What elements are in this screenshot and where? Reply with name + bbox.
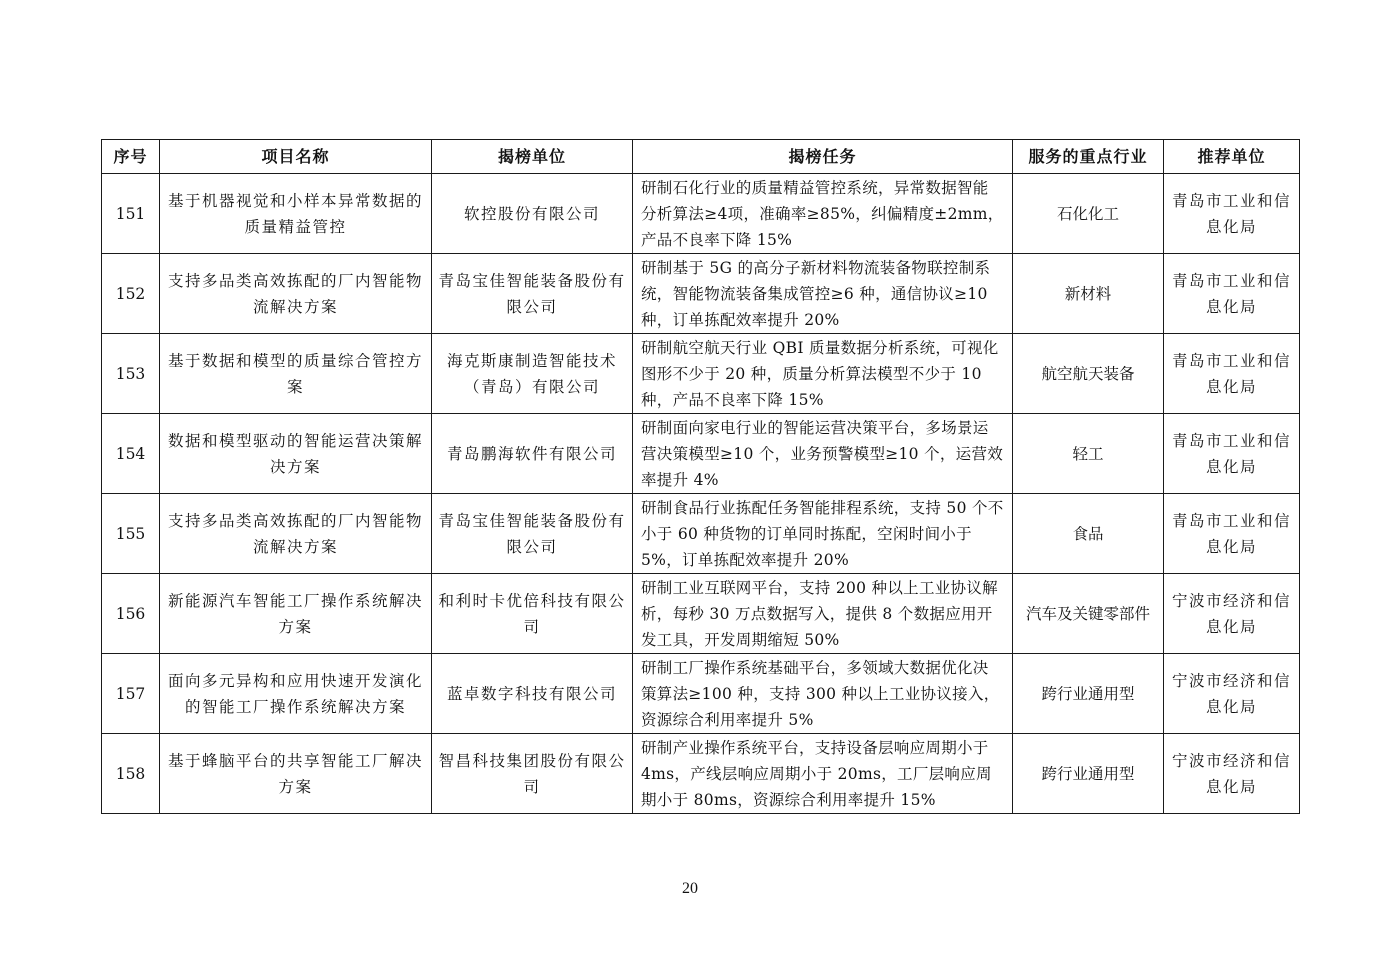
table-row: [102, 494, 1300, 574]
cell-task: 研制工业互联网平台，支持 200 种以上工业协议解析，每秒 30 万点数据写入，提供 8 个数据应用开发工具，开发周期缩短 50%: [633, 574, 1013, 654]
cell-industry: 轻工: [1013, 414, 1164, 494]
cell-task: 研制基于 5G 的高分子新材料物流装备物联控制系统，智能物流装备集成管控≥6 种，通信协议≥10 种，订单拣配效率提升 20%: [633, 254, 1013, 334]
cell-no: 153: [102, 334, 160, 414]
cell-task: 研制食品行业拣配任务智能排程系统，支持 50 个不小于 60 种货物的订单同时拣配，空闲时间小于 5%，订单拣配效率提升 20%: [633, 494, 1013, 574]
cell-name: 基于蜂脑平台的共享智能工厂解决方案: [160, 734, 432, 814]
cell-recommender: 青岛市工业和信息化局: [1164, 174, 1300, 254]
header-no: 序号: [102, 140, 160, 174]
cell-recommender: 宁波市经济和信息化局: [1164, 574, 1300, 654]
cell-name: 基于数据和模型的质量综合管控方案: [160, 334, 432, 414]
table-row: [102, 334, 1300, 414]
cell-no: 154: [102, 414, 160, 494]
cell-task: 研制面向家电行业的智能运营决策平台，多场景运营决策模型≥10 个，业务预警模型≥10 个，运营效率提升 4%: [633, 414, 1013, 494]
cell-industry: 跨行业通用型: [1013, 654, 1164, 734]
cell-org: 青岛宝佳智能装备股份有限公司: [432, 494, 633, 574]
cell-name: 支持多品类高效拣配的厂内智能物流解决方案: [160, 494, 432, 574]
cell-industry: 食品: [1013, 494, 1164, 574]
header-recommender: 推荐单位: [1164, 140, 1300, 174]
cell-recommender: 青岛市工业和信息化局: [1164, 494, 1300, 574]
cell-no: 156: [102, 574, 160, 654]
cell-industry: 跨行业通用型: [1013, 734, 1164, 814]
cell-no: 151: [102, 174, 160, 254]
cell-no: 152: [102, 254, 160, 334]
cell-org: 蓝卓数字科技有限公司: [432, 654, 633, 734]
cell-industry: 石化化工: [1013, 174, 1164, 254]
cell-no: 155: [102, 494, 160, 574]
cell-industry: 航空航天装备: [1013, 334, 1164, 414]
cell-industry: 新材料: [1013, 254, 1164, 334]
table-row: [102, 254, 1300, 334]
header-name: 项目名称: [160, 140, 432, 174]
table-row: [102, 654, 1300, 734]
cell-name: 面向多元异构和应用快速开发演化的智能工厂操作系统解决方案: [160, 654, 432, 734]
cell-name: 支持多品类高效拣配的厂内智能物流解决方案: [160, 254, 432, 334]
cell-no: 157: [102, 654, 160, 734]
project-table: [101, 139, 1300, 814]
cell-org: 青岛鹏海软件有限公司: [432, 414, 633, 494]
cell-org: 和利时卡优倍科技有限公司: [432, 574, 633, 654]
header-org: 揭榜单位: [432, 140, 633, 174]
cell-org: 海克斯康制造智能技术（青岛）有限公司: [432, 334, 633, 414]
header-industry: 服务的重点行业: [1013, 140, 1164, 174]
cell-task: 研制石化行业的质量精益管控系统，异常数据智能分析算法≥4项，准确率≥85%，纠偏精度±2mm，产品不良率下降 15%: [633, 174, 1013, 254]
cell-recommender: 青岛市工业和信息化局: [1164, 254, 1300, 334]
table-row: [102, 174, 1300, 254]
cell-org: 青岛宝佳智能装备股份有限公司: [432, 254, 633, 334]
cell-no: 158: [102, 734, 160, 814]
cell-name: 基于机器视觉和小样本异常数据的质量精益管控: [160, 174, 432, 254]
cell-task: 研制工厂操作系统基础平台，多领域大数据优化决策算法≥100 种，支持 300 种以上工业协议接入，资源综合利用率提升 5%: [633, 654, 1013, 734]
cell-org: 智昌科技集团股份有限公司: [432, 734, 633, 814]
cell-recommender: 宁波市经济和信息化局: [1164, 734, 1300, 814]
cell-recommender: 青岛市工业和信息化局: [1164, 414, 1300, 494]
cell-industry: 汽车及关键零部件: [1013, 574, 1164, 654]
cell-recommender: 宁波市经济和信息化局: [1164, 654, 1300, 734]
cell-name: 新能源汽车智能工厂操作系统解决方案: [160, 574, 432, 654]
table-row: [102, 574, 1300, 654]
table-header-row: [102, 140, 1300, 174]
cell-task: 研制航空航天行业 QBI 质量数据分析系统，可视化图形不少于 20 种，质量分析算法模型不少于 10 种，产品不良率下降 15%: [633, 334, 1013, 414]
cell-org: 软控股份有限公司: [432, 174, 633, 254]
header-task: 揭榜任务: [633, 140, 1013, 174]
cell-recommender: 青岛市工业和信息化局: [1164, 334, 1300, 414]
cell-name: 数据和模型驱动的智能运营决策解决方案: [160, 414, 432, 494]
table-row: [102, 414, 1300, 494]
cell-task: 研制产业操作系统平台，支持设备层响应周期小于 4ms，产线层响应周期小于 20ms，工厂层响应周期小于 80ms，资源综合利用率提升 15%: [633, 734, 1013, 814]
page-number: 20: [682, 880, 698, 897]
table-row: [102, 734, 1300, 814]
